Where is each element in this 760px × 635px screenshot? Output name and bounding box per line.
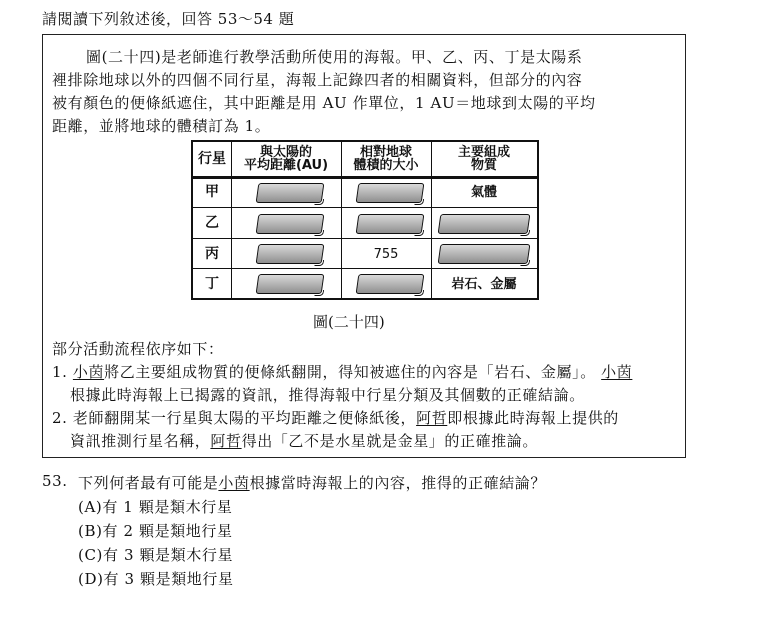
step-number: 1. xyxy=(52,363,73,381)
question-number: 53. xyxy=(42,472,68,490)
passage-line: 裡排除地球以外的四個不同行星，海報上記錄四者的相關資料，但部分的內容 xyxy=(52,71,583,89)
header-distance xyxy=(231,142,341,176)
option-c[interactable]: (C)有 3 顆是類木行星 xyxy=(78,546,234,564)
sticky-note xyxy=(438,244,531,264)
step-text: 2. 老師翻開某一行星與太陽的平均距離之便條紙後， xyxy=(52,409,417,427)
header-composition-line1: 主要組成 xyxy=(457,145,510,160)
process-step-2 xyxy=(52,407,619,428)
process-step-1-cont: 根據此時海報上已揭露的資訊，推得海報中行星分類及其個數的正確結論。 xyxy=(70,386,585,404)
sticky-note xyxy=(256,244,325,264)
figure-caption: 圖(二十四) xyxy=(313,313,385,331)
poster-table xyxy=(191,140,539,300)
header-volume-line2: 體積的大小 xyxy=(353,158,419,173)
planet-label: 甲 xyxy=(205,184,219,200)
header-volume-line1: 相對地球 xyxy=(359,145,412,160)
student-name: 小茵 xyxy=(72,363,105,381)
sticky-note xyxy=(256,183,325,203)
sticky-note xyxy=(356,214,425,234)
header-volume xyxy=(341,142,431,176)
section-instruction: 請閱讀下列敘述後，回答 53～54 題 xyxy=(42,10,295,28)
option-d[interactable]: (D)有 3 顆是類地行星 xyxy=(78,570,234,588)
planet-label: 乙 xyxy=(205,215,219,231)
step-text: 得出「乙不是水星就是金星」的正確推論。 xyxy=(241,432,539,450)
student-name: 阿哲 xyxy=(416,409,448,427)
header-distance-line1: 與太陽的 xyxy=(259,145,312,160)
planet-label: 丙 xyxy=(205,245,219,262)
planet-label: 丁 xyxy=(205,275,219,292)
step-text: 即根據此時海報上提供的 xyxy=(447,409,619,427)
header-distance-line2: 平均距離(AU) xyxy=(243,158,329,173)
composition-value: 氣體 xyxy=(470,185,497,200)
passage-line: 距離，並將地球的體積訂為 1。 xyxy=(52,117,271,135)
stem-text: 下列何者最有可能是 xyxy=(78,474,219,492)
sticky-note xyxy=(256,214,325,234)
header-composition-line2: 物質 xyxy=(470,158,497,173)
passage-line: 被有顏色的便條紙遮住，其中距離是用 AU 作單位，1 AU＝地球到太陽的平均 xyxy=(52,94,596,112)
sticky-note xyxy=(256,274,325,294)
process-step-2-cont xyxy=(70,430,538,451)
header-composition xyxy=(431,142,537,176)
sticky-note xyxy=(356,183,425,203)
stem-text: 根據當時海報上的內容，推得的正確結論？ xyxy=(249,474,547,492)
header-planet: 行星 xyxy=(198,150,226,167)
step-text: 將乙主要組成物質的便條紙翻開，得知被遮住的內容是「岩石、金屬」。 xyxy=(104,363,596,381)
process-step-1 xyxy=(52,361,632,382)
option-a[interactable]: (A)有 1 顆是類木行星 xyxy=(78,498,233,516)
sticky-note xyxy=(438,214,531,234)
volume-value: 755 xyxy=(373,246,399,262)
question-stem xyxy=(78,472,546,493)
student-name: 小茵 xyxy=(218,474,250,492)
process-title: 部分活動流程依序如下： xyxy=(52,340,224,358)
student-name: 阿哲 xyxy=(210,432,242,450)
option-b[interactable]: (B)有 2 顆是類地行星 xyxy=(78,522,233,540)
composition-value: 岩石、金屬 xyxy=(451,276,517,292)
student-name: 小茵 xyxy=(601,363,633,381)
sticky-note xyxy=(356,274,425,294)
step-text: 資訊推測行星名稱， xyxy=(70,432,211,450)
passage-line: 圖(二十四)是老師進行教學活動所使用的海報。甲、乙、丙、丁是太陽系 xyxy=(86,48,583,66)
